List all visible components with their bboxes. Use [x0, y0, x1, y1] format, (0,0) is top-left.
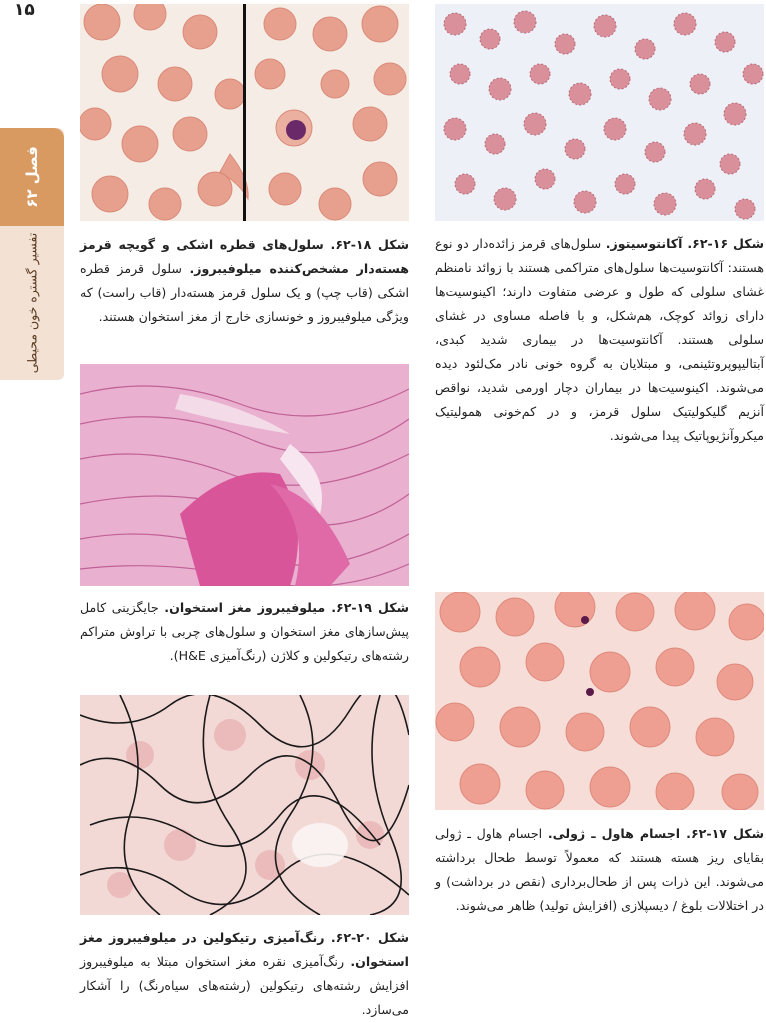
subject-label: تفسیر گستره خون محیطی	[24, 232, 40, 374]
figure-19-caption	[80, 596, 409, 668]
figure-20-caption	[80, 926, 409, 1022]
chapter-side-tab	[0, 128, 64, 380]
figure-18-text: سلول قرمز قطره اشکی (قاب چپ) و یک سلول قرمز هسته‌دار (قاب راست) که ویژگی میلوفیبروز و خونسازی خارج از مغز استخوان هستند.	[80, 261, 409, 324]
figure-20-micrograph	[80, 695, 409, 915]
figure-17-caption	[435, 822, 764, 918]
figure-19-label: شکل ۱۹-۶۲. میلوفیبروز مغز استخوان.	[164, 600, 409, 615]
figure-17-text: اجسام هاول ـ ژولی بقایای ریز هسته هستند که معمولاً توسط طحال برداشته می‌شوند. این ذرات پس از طحال‌برداری (نقص در برداشت) و در اختلالات بلوغ / دیسپلازی (افزایش تولید) ظاهر می‌شوند.	[435, 826, 764, 913]
figure-20-text: رنگ‌آمیزی نقره مغز استخوان مبتلا به میلوفیبروز افزایش رشته‌های رتیکولین (رشته‌های سیاه‌رنگ) را آشکار می‌سازد.	[80, 954, 409, 1017]
figure-19-image	[80, 364, 409, 586]
figure-18-label: شکل ۱۸-۶۲. سلول‌های قطره اشکی و گویچه قرمز هسته‌دار مشخص‌کننده میلوفیبروز.	[80, 237, 409, 276]
figure-19-micrograph	[80, 364, 409, 586]
page-number: ۱۵	[14, 0, 35, 20]
figure-20-label: شکل ۲۰-۶۲. رنگ‌آمیزی رتیکولین در میلوفیبروز مغز استخوان.	[80, 930, 409, 969]
figure-17-micrograph	[435, 592, 764, 810]
figure-16-label: شکل ۱۶-۶۲. آکانتوسیتوز.	[605, 236, 764, 251]
figure-18-caption	[80, 233, 409, 329]
figure-16-caption	[435, 232, 764, 448]
chapter-label: فصل ۶۲	[23, 146, 41, 208]
figure-17-image	[435, 592, 764, 810]
figure-18-micrograph	[80, 4, 409, 221]
chapter-tab	[0, 128, 64, 226]
figure-18-image	[80, 4, 409, 221]
figure-20-image	[80, 695, 409, 915]
subject-tab	[0, 226, 64, 380]
figure-16-text: سلول‌های قرمز زائده‌دار دو نوع هستند: آکانتوسیت‌ها سلول‌های متراکمی هستند با زوائد نامنظم غشای سلولی که طول و عرضی متفاوت دارند؛ اکینوسیت‌ها دارای زوائد کوچک، هم‌شکل، و با فاصله مساوی در غشای سلولی هستند. آکانتوسیت‌ها در بیماری شدید کبدی، آبتالیپوپروتئینمی، و مبتلایان به گروه خونی نادر مک‌لئود دیده می‌شوند. اکینوسیت‌ها در بیماران دچار اورمی شدید، نواقص آنزیم گلیکولیتیک سلول قرمز، و در کم‌خونی همولیتیک میکروآنژیوپاتیک پیدا می‌شوند.	[435, 236, 764, 443]
figure-16-image	[435, 4, 764, 221]
figure-17-label: شکل ۱۷-۶۲. اجسام هاول ـ ژولی.	[547, 826, 764, 841]
figure-16-micrograph	[435, 4, 764, 221]
figure-19-text: جایگزینی کامل پیش‌سازهای مغز استخوان و سلول‌های چربی با تراوش متراکم رشته‌های رتیکولین و کلاژن (رنگ‌آمیزی H&E).	[80, 600, 409, 663]
